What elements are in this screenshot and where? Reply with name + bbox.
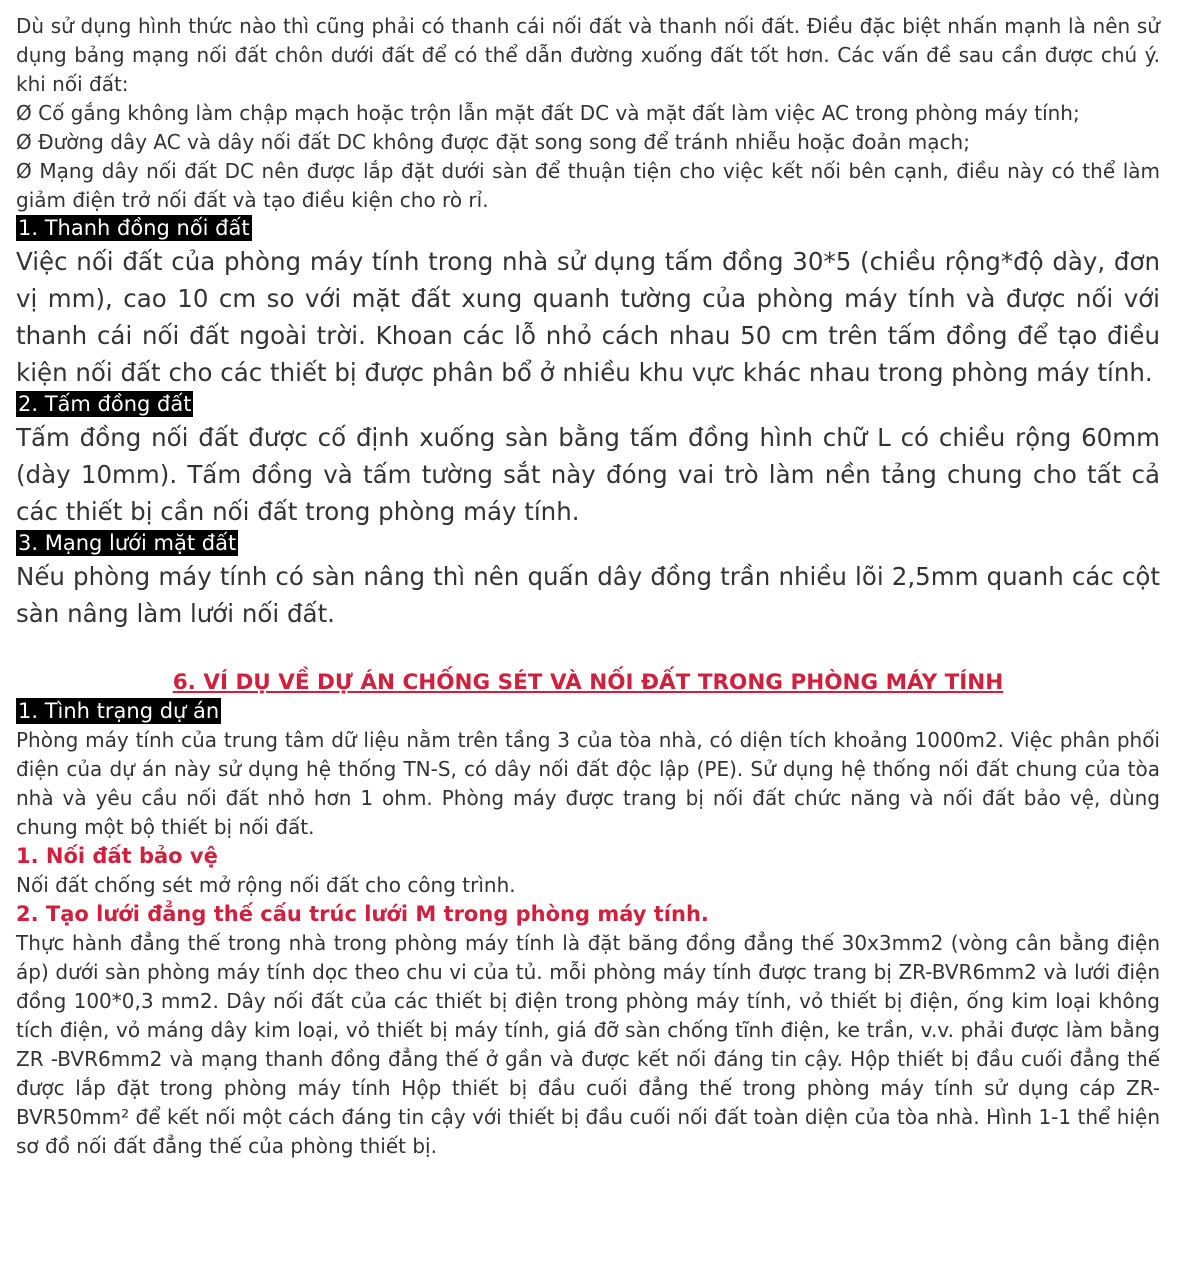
grid-body: Thực hành đẳng thế trong nhà trong phòng máy tính là đặt băng đồng đẳng thế 30x3mm2 (vòng cân bằng điện áp) dưới sàn phòng máy tính dọc theo chu vi của tủ. mỗi phòng máy tính được trang bị ZR-BVR6mm2 và lưới điện đồng 100*0,3 mm2. Dây nối đất của các thiết bị điện trong phòng máy tính, vỏ thiết bị điện, ống kim loại không tích điện, vỏ máng dây kim loại, vỏ thiết bị máy tính, giá đỡ sàn chống tĩnh điện, ke trần, v.v. phải được làm bằng ZR -BVR6mm2 và mạng thanh đồng đẳng thế ở gần và được kết nối đáng tin cậy. Hộp thiết bị đầu cuối đẳng thế được lắp đặt trong phòng máy tính Hộp thiết bị đầu cuối đẳng thế trong phòng máy tính sử dụng cáp ZR-BVR50mm² để kết nối một cách đáng tin cậy với thiết bị đầu cuối nối đất toàn diện của tòa nhà. Hình 1-1 thể hiện sơ đồ nối đất đẳng thế của phòng thiết bị. — [16, 931, 1160, 1158]
part2-heading: 2. Tấm đồng đất — [18, 392, 192, 416]
status-section — [16, 726, 1160, 842]
part2-section — [16, 419, 1160, 530]
intro-bullet-1: Ø Cố gắng không làm chập mạch hoặc trộn lẫn mặt đất DC và mặt đất làm việc AC trong phòng máy tính; — [16, 101, 1080, 125]
status-heading: 1. Tình trạng dự án — [18, 699, 220, 723]
status-body: Phòng máy tính của trung tâm dữ liệu nằm trên tầng 3 của tòa nhà, có diện tích khoảng 1000m2. Việc phân phối điện của dự án này sử dụng hệ thống TN-S, có dây nối đất độc lập (PE). Sử dụng hệ thống nối đất chung của tòa nhà và yêu cầu nối đất nhỏ hơn 1 ohm. Phòng máy được trang bị nối đất chức năng và nối đất bảo vệ, dùng chung một bộ thiết bị nối đất. — [16, 728, 1160, 839]
protect-body: Nối đất chống sét mở rộng nối đất cho công trình. — [16, 873, 516, 897]
protect-section — [16, 871, 1160, 900]
part2-body: Tấm đồng nối đất được cố định xuống sàn bằng tấm đồng hình chữ L có chiều rộng 60mm (dày 10mm). Tấm đồng và tấm tường sắt này đóng vai trò làm nền tảng chung cho tất cả các thiết bị cần nối đất trong phòng máy tính. — [16, 423, 1160, 526]
status-heading-row — [16, 698, 1160, 726]
intro-bullet-2: Ø Đường dây AC và dây nối đất DC không được đặt song song để tránh nhiễu hoặc đoản mạch; — [16, 130, 970, 154]
part3-body: Nếu phòng máy tính có sàn nâng thì nên quấn dây đồng trần nhiều lõi 2,5mm quanh các cột sàn nâng làm lưới nối đất. — [16, 562, 1160, 628]
part2-heading-row — [16, 391, 1160, 419]
grid-heading: 2. Tạo lưới đẳng thế cấu trúc lưới M trong phòng máy tính. — [16, 902, 709, 926]
part1-section — [16, 243, 1160, 391]
part1-heading: 1. Thanh đồng nối đất — [18, 216, 250, 240]
part3-section — [16, 558, 1160, 632]
grid-section — [16, 929, 1160, 1161]
intro-section — [16, 12, 1160, 215]
part1-body: Việc nối đất của phòng máy tính trong nhà sử dụng tấm đồng 30*5 (chiều rộng*độ dày, đơn vị mm), cao 10 cm so với mặt đất xung quanh tường của phòng máy tính và được nối với thanh cái nối đất ngoài trời. Khoan các lỗ nhỏ cách nhau 50 cm trên tấm đồng để tạo điều kiện nối đất cho các thiết bị được phân bổ ở nhiều khu vực khác nhau trong phòng máy tính. — [16, 247, 1160, 387]
part1-heading-row — [16, 215, 1160, 243]
intro-paragraph: Dù sử dụng hình thức nào thì cũng phải có thanh cái nối đất và thanh nối đất. Điều đặc biệt nhấn mạnh là nên sử dụng bảng mạng nối đất chôn dưới đất để có thể dẫn đường xuống đất tốt hơn. Các vấn đề sau cần được chú ý. khi nối đất: — [16, 14, 1160, 96]
protect-heading: 1. Nối đất bảo vệ — [16, 844, 218, 868]
section6-title: 6. VÍ DỤ VỀ DỰ ÁN CHỐNG SÉT VÀ NỐI ĐẤT TRONG PHÒNG MÁY TÍNH — [172, 670, 1004, 695]
part3-heading-row — [16, 530, 1160, 558]
intro-bullet-3: Ø Mạng dây nối đất DC nên được lắp đặt dưới sàn để thuận tiện cho việc kết nối bên cạnh, điều này có thể làm giảm điện trở nối đất và tạo điều kiện cho rò rỉ. — [16, 159, 1160, 212]
part3-heading: 3. Mạng lưới mặt đất — [18, 531, 237, 555]
